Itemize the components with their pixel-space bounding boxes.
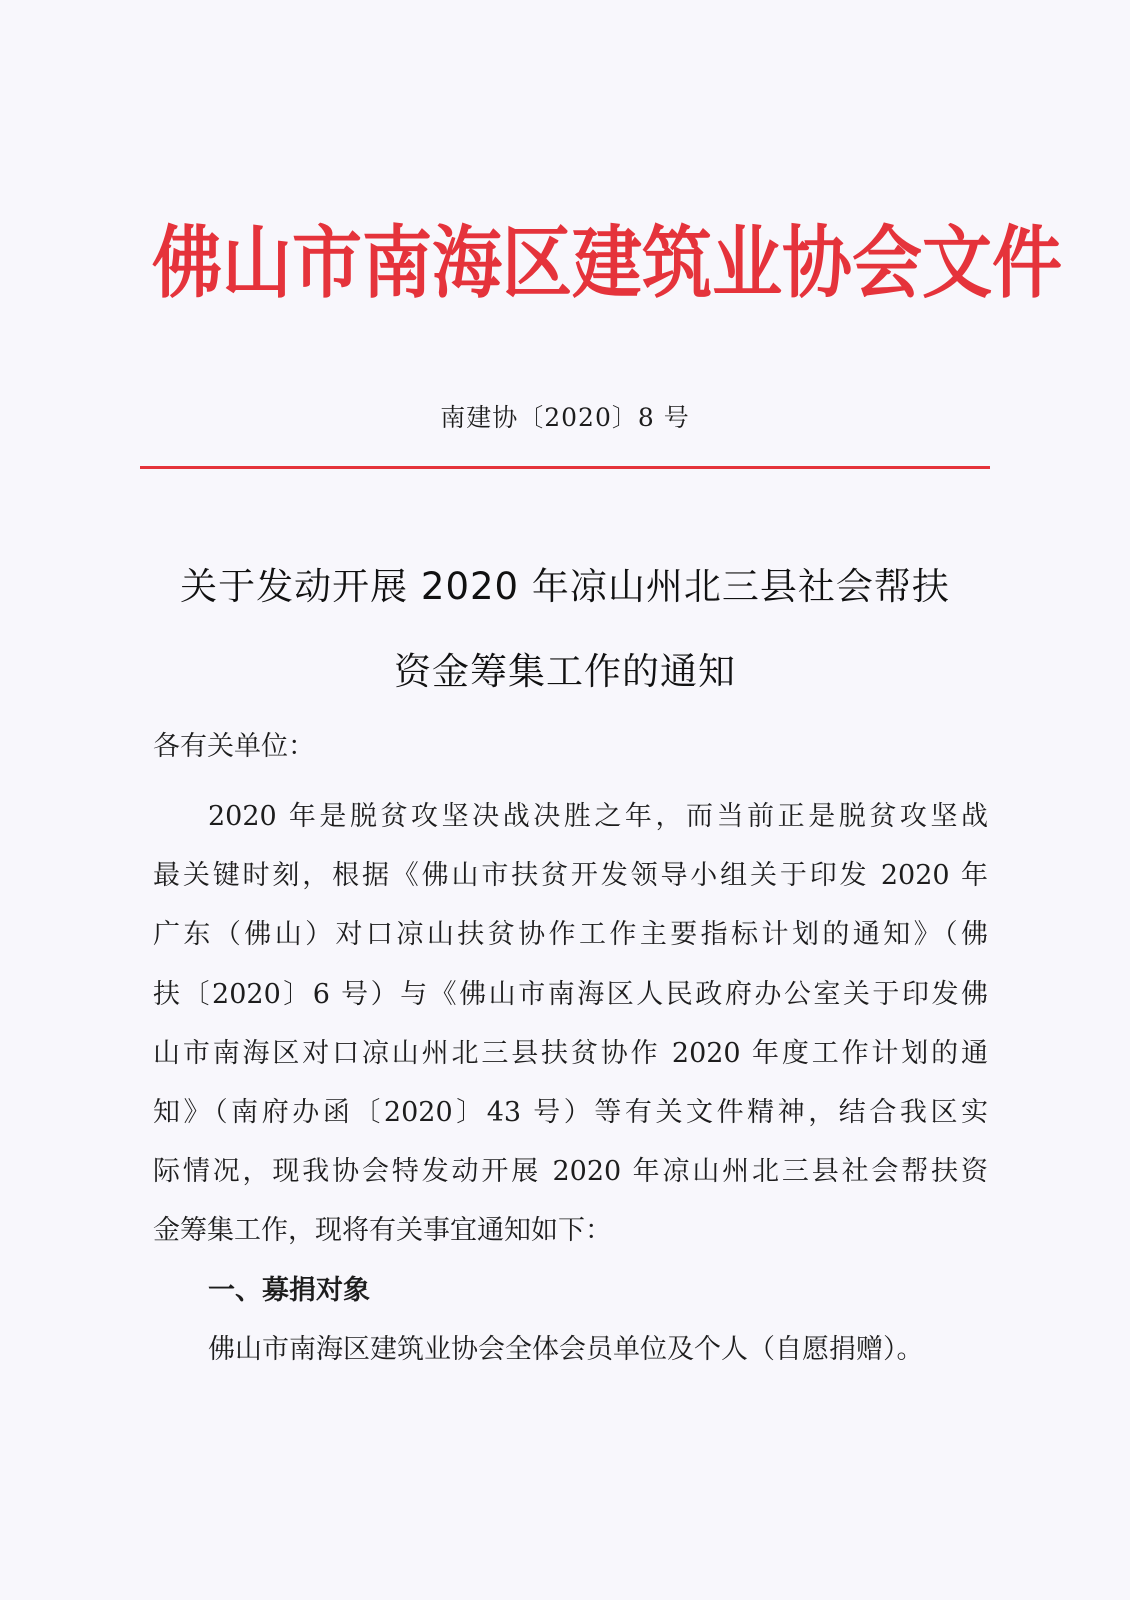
body-line: 金筹集工作，现将有关事宜通知如下：	[153, 1215, 612, 1247]
body-line: 2020 年是脱贫攻坚决战决胜之年，而当前正是脱贫攻坚战	[208, 801, 988, 832]
body-line: 最关键时刻，根据《佛山市扶贫开发领导小组关于印发 2020 年	[153, 860, 988, 892]
document-body	[153, 787, 988, 1379]
masthead-char: 协	[782, 217, 852, 309]
masthead-char: 佛	[152, 217, 222, 309]
body-line: 际情况，现我协会特发动开展 2020 年凉山州北三县社会帮扶资	[153, 1156, 988, 1188]
masthead-char: 南	[362, 217, 432, 309]
section-text-donation-target: 佛山市南海区建筑业协会全体会员单位及个人（自愿捐赠）。	[208, 1333, 924, 1365]
body-line: 扶〔2020〕6 号）与《佛山市南海区人民政府办公室关于印发佛	[153, 978, 988, 1010]
masthead-char: 建	[572, 217, 642, 309]
masthead-char: 件	[992, 217, 1062, 309]
masthead-char: 山	[222, 217, 292, 309]
salutation: 各有关单位：	[153, 731, 315, 762]
masthead-char: 文	[922, 217, 992, 309]
section-heading-donation-target: 一、募捐对象	[208, 1274, 370, 1306]
body-line: 山市南海区对口凉山州北三县扶贫协作 2020 年度工作计划的通	[153, 1037, 988, 1069]
masthead	[152, 208, 1062, 318]
masthead-char: 海	[432, 217, 502, 309]
document-number: 南建协〔2020〕8 号	[440, 403, 690, 432]
masthead-char: 区	[502, 217, 572, 309]
document-title-line-2: 资金筹集工作的通知	[394, 650, 736, 693]
red-divider-rule	[140, 466, 990, 469]
body-line: 知》（南府办函〔2020〕43 号）等有关文件精神，结合我区实	[153, 1096, 988, 1128]
masthead-char: 会	[852, 217, 922, 309]
masthead-char: 业	[712, 217, 782, 309]
body-line: 广东（佛山）对口凉山扶贫协作工作主要指标计划的通知》（佛	[153, 919, 988, 951]
document-title-line-1: 关于发动开展 2020 年凉山州北三县社会帮扶	[180, 565, 950, 608]
masthead-char: 市	[292, 217, 362, 309]
masthead-char: 筑	[642, 217, 712, 309]
